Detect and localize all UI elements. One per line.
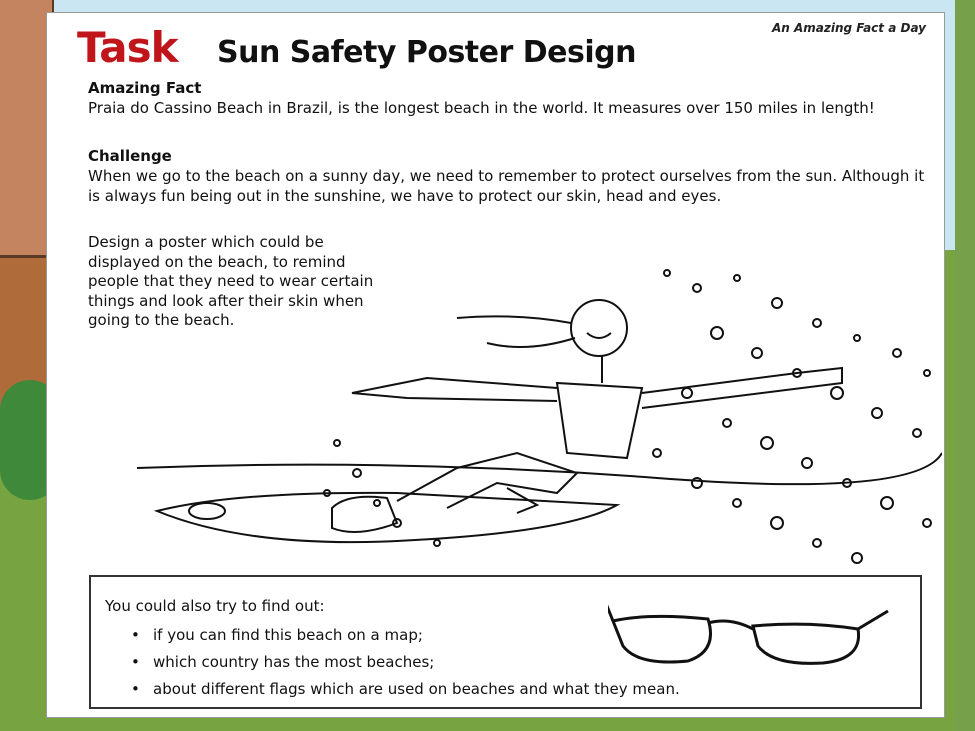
find-out-list	[131, 622, 680, 703]
series-label: An Amazing Fact a Day	[771, 21, 926, 35]
challenge-text: When we go to the beach on a sunny day, we need to remember to protect ourselves from the sun. Although it is always fun being out in the sunshine, we have to protect our skin, head and eyes.	[88, 167, 925, 205]
amazing-fact-text: Praia do Cassino Beach in Brazil, is the longest beach in the world. It measures over 150 miles in length!	[88, 99, 875, 117]
background-tree	[955, 0, 975, 731]
task-label: Task	[77, 23, 178, 72]
worksheet	[46, 12, 945, 718]
design-prompt: Design a poster which could be displayed on the beach, to remind people that they need to wear certain things and look after their skin when going to the beach.	[88, 233, 374, 329]
surfer-illustration	[97, 243, 942, 583]
find-out-box	[89, 575, 922, 709]
list-item: • if you can find this beach on a map;	[131, 622, 680, 649]
find-out-intro: You could also try to find out:	[105, 597, 325, 615]
sunglasses-icon	[608, 591, 894, 671]
wave-line	[137, 453, 942, 484]
amazing-fact-heading: Amazing Fact	[88, 79, 202, 97]
list-item: • about different flags which are used on beaches and what they mean.	[131, 676, 680, 703]
list-item: • which country has the most beaches;	[131, 649, 680, 676]
page-title: Sun Safety Poster Design	[217, 35, 636, 70]
challenge-heading: Challenge	[88, 147, 172, 165]
water-splash	[324, 270, 931, 563]
